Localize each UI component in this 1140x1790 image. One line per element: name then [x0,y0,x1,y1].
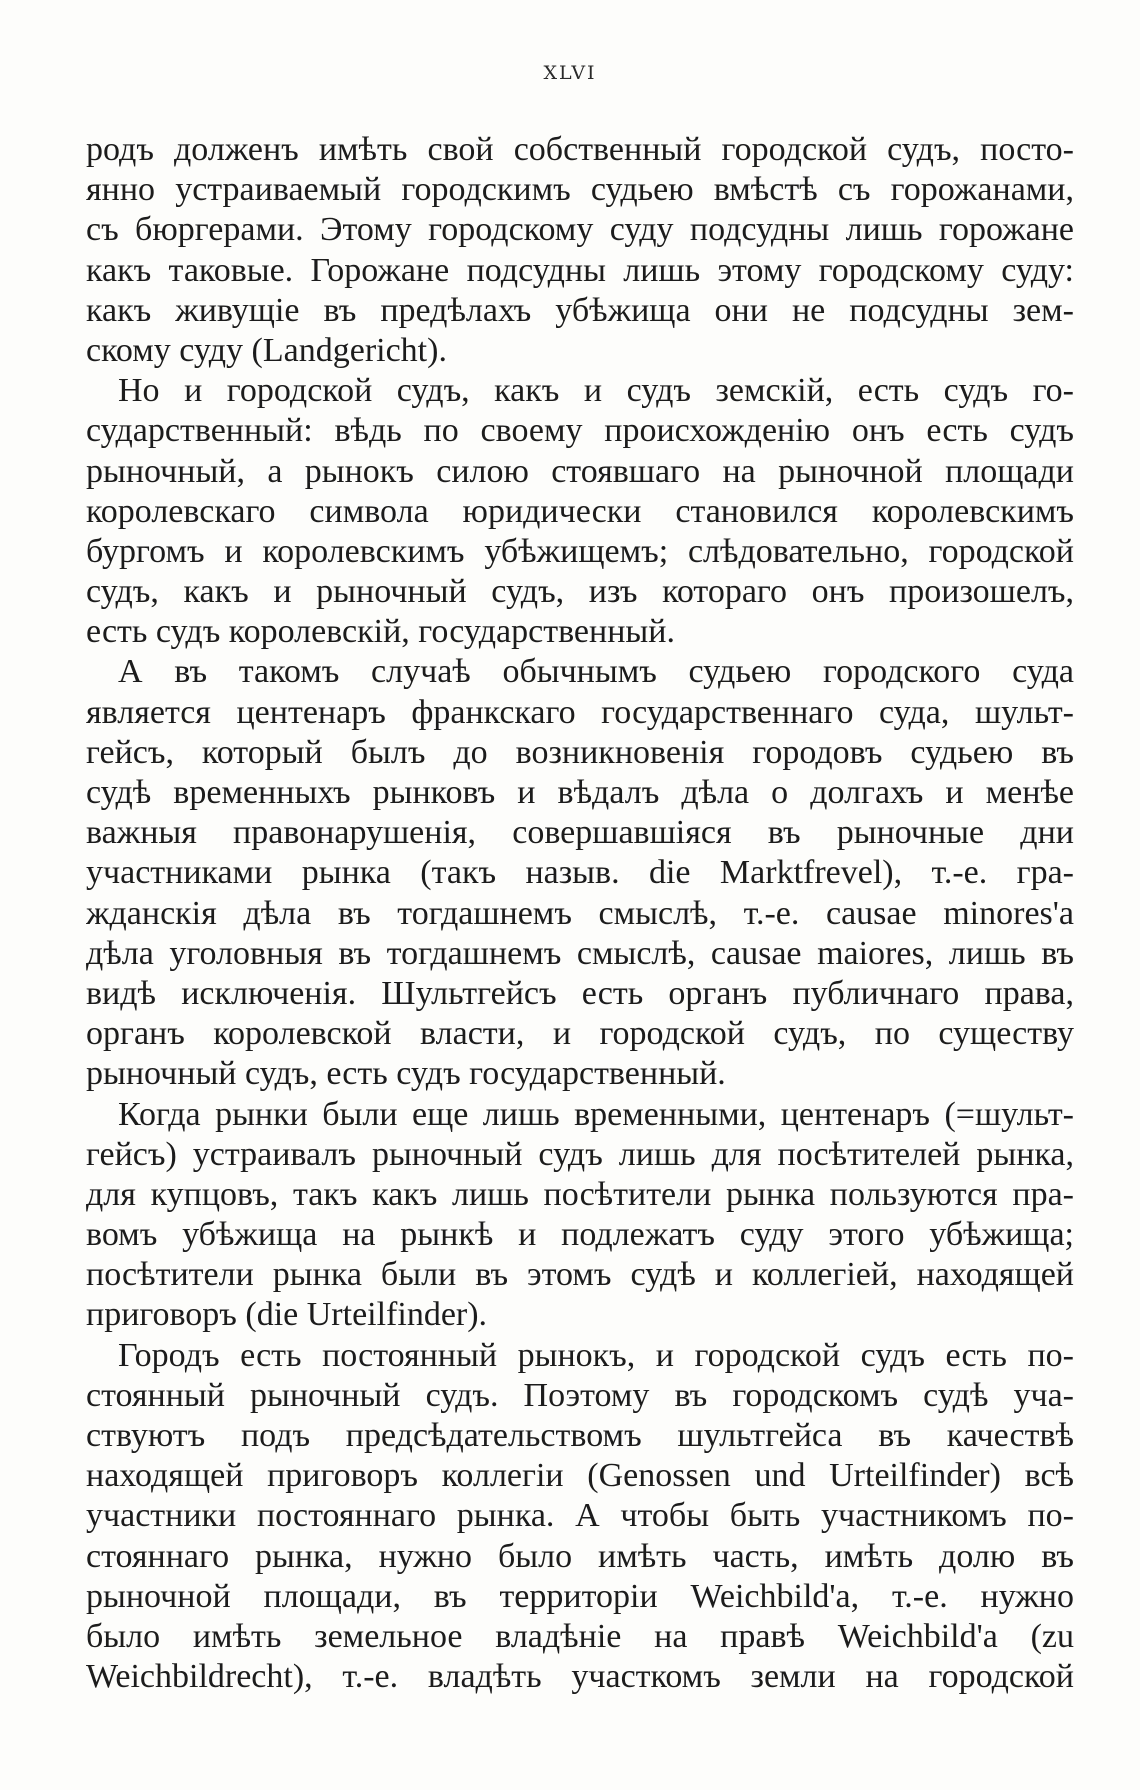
text-line: скому суду (Landgericht). [86,331,447,369]
paragraph-5 [86,1336,1074,1698]
text-line: находящей приговоръ коллегіи (Genossen und Urteilfinder) всѣ [86,1457,1074,1495]
text-line: съ бюргерами. Этому городскому суду подсудны лишь горожане [86,211,1074,249]
text-line: бургомъ и королевскимъ убѣжищемъ; слѣдовательно, городской [86,532,1074,570]
text-line: было имѣть земельное владѣніе на правѣ Weichbild'а (zu [86,1617,1074,1655]
text-line: дѣла уголовныя въ тогдашнемъ смыслѣ, causae maiores, лишь въ [86,934,1074,972]
text-line: является центенаръ франкскаго государственнаго суда, шульт- [86,693,1074,731]
text-line: видѣ исключенія. Шультгейсъ есть органъ публичнаго права, [86,974,1074,1012]
text-line: есть судъ королевскій, государственный. [86,613,675,651]
text-line: Когда рынки были еще лишь временными, центенаръ (=шульт- [118,1095,1074,1133]
paragraph-3 [86,652,1074,1094]
text-line: приговоръ (die Urteilfinder). [86,1296,488,1334]
text-line: судѣ временныхъ рынковъ и вѣдалъ дѣла о долгахъ и менѣе [86,774,1074,811]
text-line: стоянный рыночный судъ. Поэтому въ городскомъ судѣ уча- [86,1376,1074,1414]
text-line: вомъ убѣжища на рынкѣ и подлежатъ суду этого убѣжища; [86,1216,1074,1254]
text-line: А въ такомъ случаѣ обычнымъ судьею городского суда [118,653,1074,691]
text-line: янно устраиваемый городскимъ судьею вмѣстѣ съ горожанами, [86,171,1074,209]
text-line: гейсъ) устраивалъ рыночный судъ лишь для посѣтителей рынка, [86,1135,1074,1173]
text-line: для купцовъ, такъ какъ лишь посѣтители рынка пользуются пра- [86,1175,1074,1213]
text-line: Weichbildrecht), т.-е. владѣть участкомъ земли на городской [86,1658,1074,1696]
text-line: сударственный: вѣдь по своему происхожденію онъ есть судъ [86,412,1074,450]
paragraph-4 [86,1095,1074,1336]
text-line: какъ живущіе въ предѣлахъ убѣжища они не подсудны зем- [86,291,1074,329]
text-body [86,130,1074,1697]
paragraph-2 [86,371,1074,652]
text-line: участники постояннаго рынка. А чтобы быть участникомъ по- [86,1497,1074,1535]
text-line: Но и городской судъ, какъ и судъ земскій, есть судъ го- [118,372,1074,410]
text-line: Городъ есть постоянный рынокъ, и городской судъ есть по- [118,1336,1074,1374]
text-line: рыночной площади, въ территоріи Weichbild'а, т.-е. нужно [86,1577,1074,1615]
text-line: органъ королевской власти, и городской судъ, по существу [86,1015,1074,1053]
text-line: родъ долженъ имѣть свой собственный городской судъ, посто- [86,131,1074,168]
text-line: какъ таковые. Горожане подсудны лишь этому городскому суду: [86,251,1074,289]
text-line: рыночный судъ, есть судъ государственный. [86,1055,726,1093]
paragraph-1 [86,130,1074,371]
text-line: участниками рынка (такъ назыв. die Marktfrevel), т.-е. гра- [86,854,1074,892]
text-line: королевскаго символа юридически становился королевскимъ [86,492,1074,530]
page-number: XLVI [543,62,597,84]
text-line: стояннаго рынка, нужно было имѣть часть, имѣть долю въ [86,1537,1074,1575]
text-line: гейсъ, который былъ до возникновенія городовъ судьею въ [86,733,1074,771]
text-line: ствуютъ подъ предсѣдательствомъ шультгейса въ качествѣ [86,1417,1074,1454]
text-line: посѣтители рынка были въ этомъ судѣ и коллегіей, находящей [86,1256,1074,1294]
text-line: рыночный, а рынокъ силою стоявшаго на рыночной площади [86,452,1074,490]
text-line: важныя правонарушенія, совершавшіяся въ рыночные дни [86,814,1074,852]
text-line: жданскія дѣла въ тогдашнемъ смыслѣ, т.-е. causae minores'а [86,894,1074,932]
text-line: судъ, какъ и рыночный судъ, изъ котораго онъ произошелъ, [86,573,1074,611]
